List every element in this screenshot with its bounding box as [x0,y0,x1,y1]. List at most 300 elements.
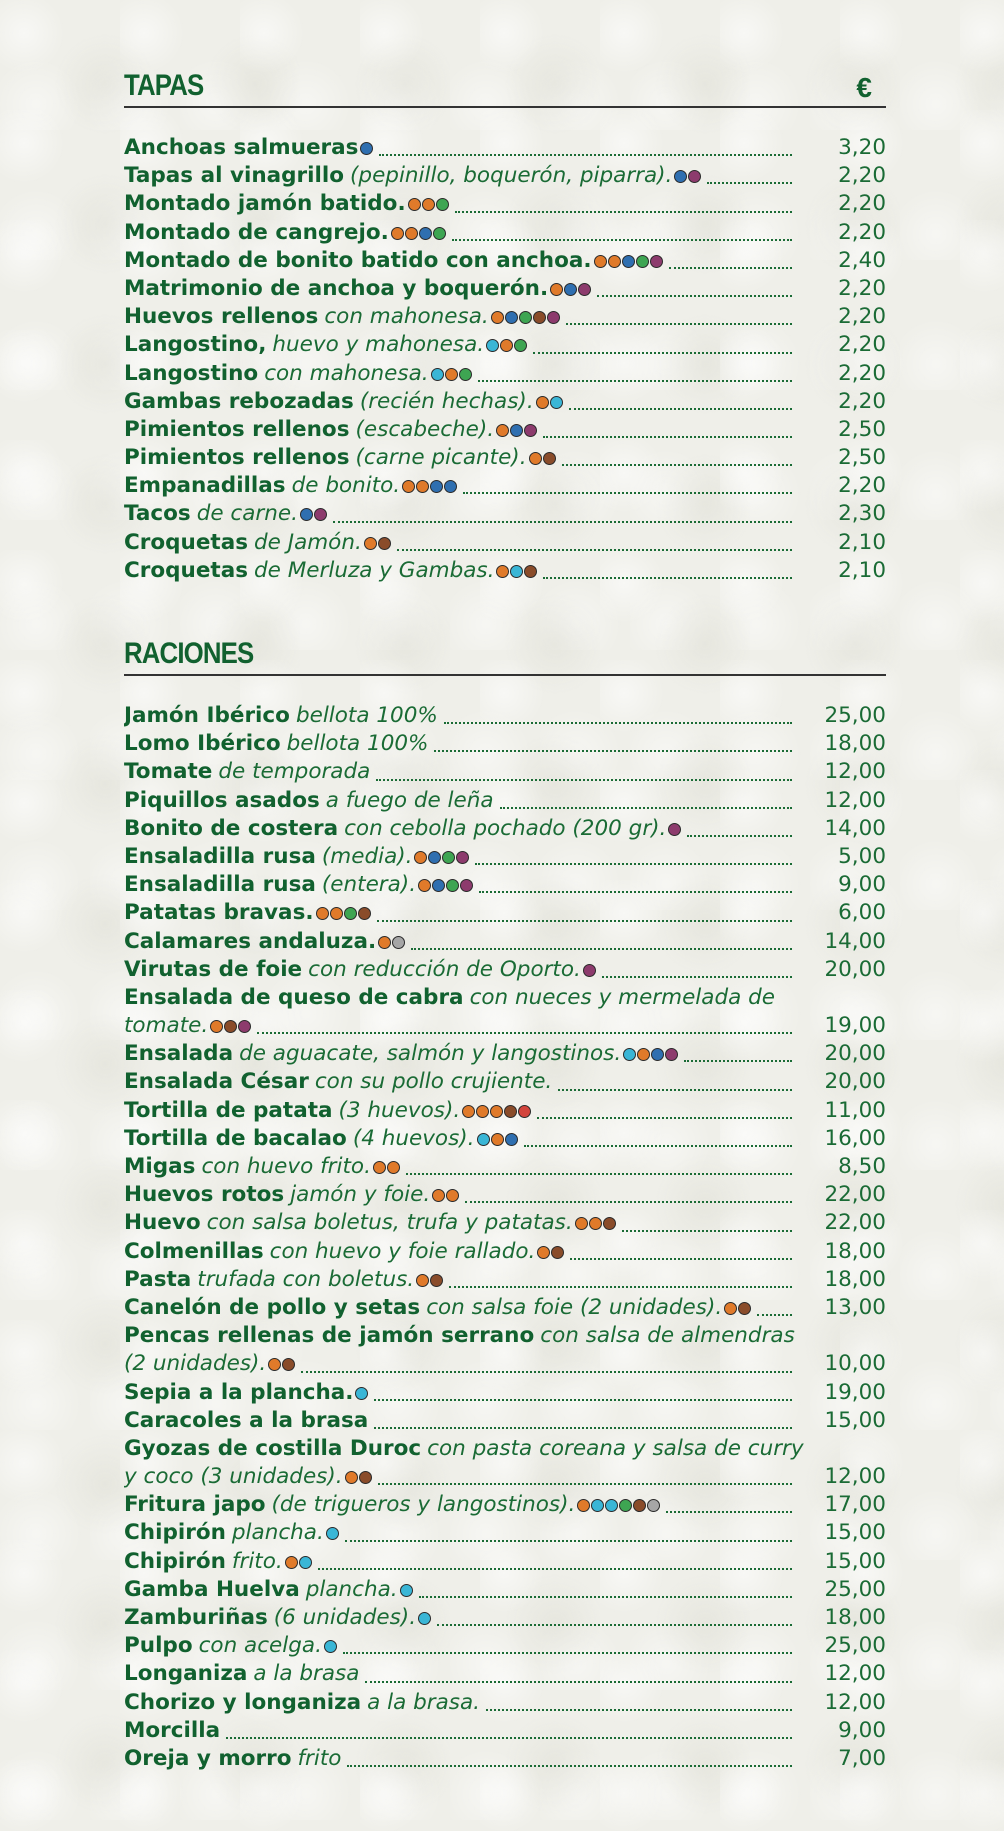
item-name: Sepia a la plancha. [124,1379,354,1405]
blue-allergen-icon [505,1133,518,1146]
allergen-icons [285,1556,312,1569]
item-price: 8,50 [838,1154,886,1179]
item-description: a la brasa [253,1661,360,1687]
currency-label: € [856,72,872,103]
item-price: 22,00 [824,1182,886,1208]
menu-item-description [124,1379,796,1407]
allergen-icons [583,964,596,977]
cyan-allergen-icon [605,1499,618,1512]
dot-leader [524,1139,792,1147]
menu-item-description [124,331,796,359]
item-description: bellota 100% [286,731,429,757]
menu-item [124,1745,886,1773]
raciones-list [124,702,886,1773]
red-allergen-icon [518,1105,531,1118]
item-description: de Jamón. [254,529,362,555]
menu-item [124,331,886,359]
dot-leader [434,744,792,752]
dot-leader [444,716,792,724]
item-name: Piquillos asados [124,787,320,813]
menu-item-description [124,1012,796,1040]
menu-item-description [124,1689,796,1717]
dot-leader [558,1083,792,1091]
dot-leader [318,1562,792,1570]
orange-allergen-icon [387,1161,400,1174]
grey-allergen-icon [392,936,405,949]
item-description: trufada con boletus. [197,1266,415,1292]
menu-item [124,1209,886,1237]
menu-item [124,134,886,162]
cyan-allergen-icon [510,565,523,578]
item-name: Croquetas [124,557,249,583]
orange-allergen-icon [432,1189,445,1202]
tapas-section [124,64,886,585]
dot-leader [437,1618,792,1626]
menu-item-description [124,416,796,444]
dot-leader [622,1224,792,1232]
menu-item-description [124,843,796,871]
item-name: Colmenillas [124,1238,264,1264]
item-price: 20,00 [824,1069,886,1095]
menu-item [124,1350,886,1378]
dot-leader [376,773,792,781]
item-name: Canelón de pollo y setas [124,1294,421,1320]
allergen-icons [496,424,537,437]
dot-leader [757,1308,792,1316]
item-description: con salsa foie (2 unidades). [426,1294,723,1320]
allergen-icons [418,1612,431,1625]
item-description: plancha. [305,1576,398,1602]
item-price: 18,00 [824,731,886,757]
orange-allergen-icon [316,907,329,920]
blue-allergen-icon [360,142,373,155]
dot-leader [597,289,792,297]
item-description: con salsa de almendras [540,1323,795,1349]
item-price: 15,00 [824,1520,886,1546]
item-name: Longaniza [124,1661,248,1687]
item-name: Lomo Ibérico [124,731,281,757]
item-price: 18,00 [824,1266,886,1292]
menu-item-description [124,730,796,758]
menu-item [124,871,886,899]
menu-item [124,1012,886,1040]
item-price: 19,00 [824,1013,886,1039]
item-description: a la brasa. [367,1689,481,1715]
item-description: frito. [231,1548,283,1574]
allergen-icons [537,1246,564,1259]
item-description: de Merluza y Gambas. [254,557,495,583]
item-name: Pencas rellenas de jamón serrano [124,1323,535,1349]
allergen-icons [402,480,457,493]
item-name: Tomate [124,759,213,785]
item-description: con reducción de Oporto. [308,956,581,982]
orange-allergen-icon [608,255,621,268]
orange-allergen-icon [462,1105,475,1118]
menu-item [124,1181,886,1209]
menu-item-description [124,815,796,843]
brown-allergen-icon [543,452,556,465]
cyan-allergen-icon [326,1527,339,1540]
dot-leader [478,374,792,382]
item-description: jamón y foie. [290,1182,431,1208]
item-name: Fritura japo [124,1492,266,1518]
raciones-section [124,632,886,1773]
menu-item-description [124,1040,796,1068]
dot-leader [533,346,792,354]
item-price: 12,00 [824,1464,886,1490]
menu-item [124,1266,886,1294]
menu-item [124,843,886,871]
item-price: 25,00 [824,1576,886,1602]
allergen-icons [364,537,391,550]
raciones-header [124,632,886,676]
item-description: (recién hechas). [359,388,534,414]
orange-allergen-icon [491,311,504,324]
brown-allergen-icon [504,1105,517,1118]
item-price: 15,00 [824,1407,886,1433]
item-name: Croquetas [124,529,249,555]
menu-item [124,1632,886,1660]
item-price: 15,00 [824,1548,886,1574]
item-name: Huevos rellenos [124,304,319,330]
item-name: Langostino [124,360,259,386]
green-allergen-icon [436,198,449,211]
purple-allergen-icon [668,823,681,836]
dot-leader [365,1675,792,1683]
item-name: Pimientos rellenos [124,416,350,442]
menu-item [124,758,886,786]
item-name: Langostino, [124,332,267,358]
dot-leader [687,829,792,837]
item-description: con cebolla pochado (200 gr). [344,815,667,841]
menu-item [124,702,886,730]
orange-allergen-icon [418,879,431,892]
allergen-icons [416,1274,443,1287]
menu-item-description [124,500,796,528]
allergen-icons [355,1387,368,1400]
allergen-icons [577,1499,660,1512]
dot-leader [397,543,792,551]
brown-allergen-icon [524,565,537,578]
menu-item-description [124,1294,796,1322]
item-description-cont: (2 unidades). [124,1351,267,1377]
item-price: 2,20 [838,332,886,358]
menu-item-description [124,1548,796,1576]
blue-allergen-icon [430,480,443,493]
purple-allergen-icon [547,311,560,324]
dot-leader [602,970,792,978]
green-allergen-icon [514,339,527,352]
item-name: Ensalada de queso de cabra [124,984,464,1010]
allergen-icons [496,565,537,578]
orange-allergen-icon [496,424,509,437]
orange-allergen-icon [724,1302,737,1315]
green-allergen-icon [446,879,459,892]
orange-allergen-icon [445,368,458,381]
dot-leader [379,148,792,156]
menu-item [124,1660,886,1688]
menu-item-description [124,1407,796,1435]
cyan-allergen-icon [418,1612,431,1625]
brown-allergen-icon [533,311,546,324]
menu-item [124,557,886,585]
item-price: 17,00 [824,1492,886,1518]
item-name: Gamba Huelva [124,1576,300,1602]
menu-item [124,275,886,303]
item-price: 2,10 [838,557,886,583]
item-name: Ensalada César [124,1069,309,1095]
item-price: 5,00 [838,843,886,869]
item-price: 16,00 [824,1125,886,1151]
purple-allergen-icon [688,170,701,183]
item-name: Ensaladilla rusa [124,872,316,898]
menu-item [124,1576,886,1604]
menu-item-description [124,219,796,247]
orange-allergen-icon [268,1358,281,1371]
allergen-icons [550,283,591,296]
item-price: 10,00 [824,1351,886,1377]
dot-leader [452,233,792,241]
item-description: con huevo y foie rallado. [269,1238,536,1264]
item-price: 18,00 [824,1238,886,1264]
menu-item-description [124,1266,796,1294]
menu-item-description [124,1519,796,1547]
cyan-allergen-icon [299,1556,312,1569]
tapas-title: TAPAS [124,69,204,102]
orange-allergen-icon [496,565,509,578]
item-name: Calamares andaluza. [124,928,377,954]
allergen-icons [674,170,701,183]
menu-item [124,247,886,275]
orange-allergen-icon [416,1274,429,1287]
item-description: con salsa boletus, trufa y patatas. [206,1210,573,1236]
orange-allergen-icon [414,851,427,864]
item-price: 2,30 [838,501,886,527]
blue-allergen-icon [622,255,635,268]
item-price: 9,00 [838,872,886,898]
allergen-icons [408,198,449,211]
menu-item [124,1548,886,1576]
dot-leader [347,1759,792,1767]
dot-leader [465,1195,792,1203]
item-price: 2,20 [838,304,886,330]
menu-item [124,787,886,815]
allergen-icons [373,1161,400,1174]
item-price: 6,00 [838,900,886,926]
menu-item [124,416,886,444]
brown-allergen-icon [358,907,371,920]
item-description: (entera). [321,872,417,898]
menu-item [124,1068,886,1096]
item-name: Oreja y morro [124,1745,292,1771]
item-price: 2,20 [838,191,886,217]
item-name: Huevo [124,1210,201,1236]
orange-allergen-icon [408,198,421,211]
menu-item-description [124,1238,796,1266]
menu-item [124,1689,886,1717]
brown-allergen-icon [603,1217,616,1230]
cyan-allergen-icon [477,1133,490,1146]
item-price: 2,50 [838,416,886,442]
menu-item [124,472,886,500]
menu-item-description [124,1491,796,1519]
orange-allergen-icon [500,339,513,352]
dot-leader [257,1026,792,1034]
item-name: Bonito de costera [124,815,339,841]
item-name: Tortilla de bacalao [124,1125,347,1151]
menu-item-description [124,162,796,190]
menu-item-description [124,247,796,275]
menu-item-description [124,702,796,730]
item-description: (4 huevos). [352,1125,475,1151]
item-name: Virutas de foie [124,956,303,982]
dot-leader [562,458,792,466]
allergen-icons [529,452,556,465]
brown-allergen-icon [633,1499,646,1512]
item-name: Chorizo y longaniza [124,1689,362,1715]
orange-allergen-icon [594,255,607,268]
item-price: 18,00 [824,1605,886,1630]
allergen-icons [491,311,560,324]
menu-item [124,219,886,247]
dot-leader [411,942,792,950]
menu-item-description [124,1350,796,1378]
green-allergen-icon [519,311,532,324]
dot-leader [374,1421,792,1429]
dot-leader [479,885,792,893]
item-price: 14,00 [824,928,886,954]
item-description: (escabeche). [355,416,495,442]
blue-allergen-icon [444,480,457,493]
orange-allergen-icon [491,1133,504,1146]
allergen-icons [378,936,405,949]
orange-allergen-icon [637,1048,650,1061]
orange-allergen-icon [330,907,343,920]
menu-item [124,1153,886,1181]
cyan-allergen-icon [400,1584,413,1597]
item-name: Jamón Ibérico [124,703,290,728]
item-name: Tacos [124,501,191,527]
item-price: 12,00 [824,1689,886,1715]
menu-item [124,730,886,758]
item-price: 14,00 [824,815,886,841]
allergen-icons [594,255,663,268]
cyan-allergen-icon [623,1048,636,1061]
allergen-icons [210,1020,251,1033]
menu-item [124,899,886,927]
dot-leader [475,857,792,865]
item-name: Ensalada [124,1041,234,1067]
dot-leader [333,515,792,523]
orange-allergen-icon [210,1020,223,1033]
item-name: Tapas al vinagrillo [124,163,345,189]
orange-allergen-icon [476,1105,489,1118]
item-name: Matrimonio de anchoa y boquerón. [124,275,549,301]
purple-allergen-icon [524,424,537,437]
menu-item [124,1491,886,1519]
menu-item-description [124,1576,796,1604]
cyan-allergen-icon [431,368,444,381]
blue-allergen-icon [505,311,518,324]
orange-allergen-icon [373,1161,386,1174]
blue-allergen-icon [428,851,441,864]
item-name: Pulpo [124,1633,193,1659]
green-allergen-icon [344,907,357,920]
item-name: Chipirón [124,1548,226,1574]
purple-allergen-icon [460,879,473,892]
menu-item [124,1238,886,1266]
allergen-icons [360,142,373,155]
item-description: con mahonesa. [264,360,429,386]
item-name: Anchoas salmueras [124,135,359,160]
menu-item-description [124,1745,796,1773]
blue-allergen-icon [564,283,577,296]
item-description: con huevo frito. [201,1154,371,1179]
blue-allergen-icon [674,170,687,183]
allergen-icons [414,851,469,864]
item-price: 2,20 [838,388,886,414]
item-name: Gambas rebozadas [124,388,354,414]
item-name: Huevos rotos [124,1182,285,1208]
brown-allergen-icon [551,1246,564,1259]
dot-leader [537,1111,792,1119]
menu-item [124,1463,886,1491]
item-price: 2,20 [838,275,886,301]
allergen-icons [575,1217,616,1230]
dot-leader [419,1590,792,1598]
item-price: 7,00 [838,1745,886,1771]
dot-leader [543,571,792,579]
item-name: Empanadillas [124,473,286,499]
item-price: 12,00 [824,1661,886,1687]
dot-leader [566,317,792,325]
grey-allergen-icon [647,1499,660,1512]
item-price: 13,00 [824,1294,886,1320]
brown-allergen-icon [359,1471,372,1484]
menu-item [124,1379,886,1407]
menu-item [124,1125,886,1153]
menu-item [124,1604,886,1632]
item-name: Tortilla de patata [124,1097,333,1123]
dot-leader [463,486,792,494]
item-description: (pepinillo, boquerón, piparra). [350,163,673,189]
brown-allergen-icon [738,1302,751,1315]
menu-item [124,360,886,388]
green-allergen-icon [442,851,455,864]
allergen-icons [418,879,473,892]
orange-allergen-icon [575,1217,588,1230]
dot-leader [449,1280,792,1288]
item-description: (de trigueros y langostinos). [271,1492,576,1518]
menu-item [124,444,886,472]
allergen-icons [432,1189,459,1202]
item-name: Patatas bravas. [124,900,314,926]
dot-leader [569,402,792,410]
menu-item [124,388,886,416]
item-name: Chipirón [124,1520,226,1546]
item-price: 25,00 [824,703,886,728]
menu-item-description [124,1209,796,1237]
dot-leader [378,1477,792,1485]
brown-allergen-icon [282,1358,295,1371]
item-description: frito [297,1745,342,1771]
menu-item-description [124,956,796,984]
item-price: 2,20 [838,219,886,245]
menu-item [124,1519,886,1547]
purple-allergen-icon [578,283,591,296]
menu-item-description [124,1463,796,1491]
cyan-allergen-icon [550,396,563,409]
